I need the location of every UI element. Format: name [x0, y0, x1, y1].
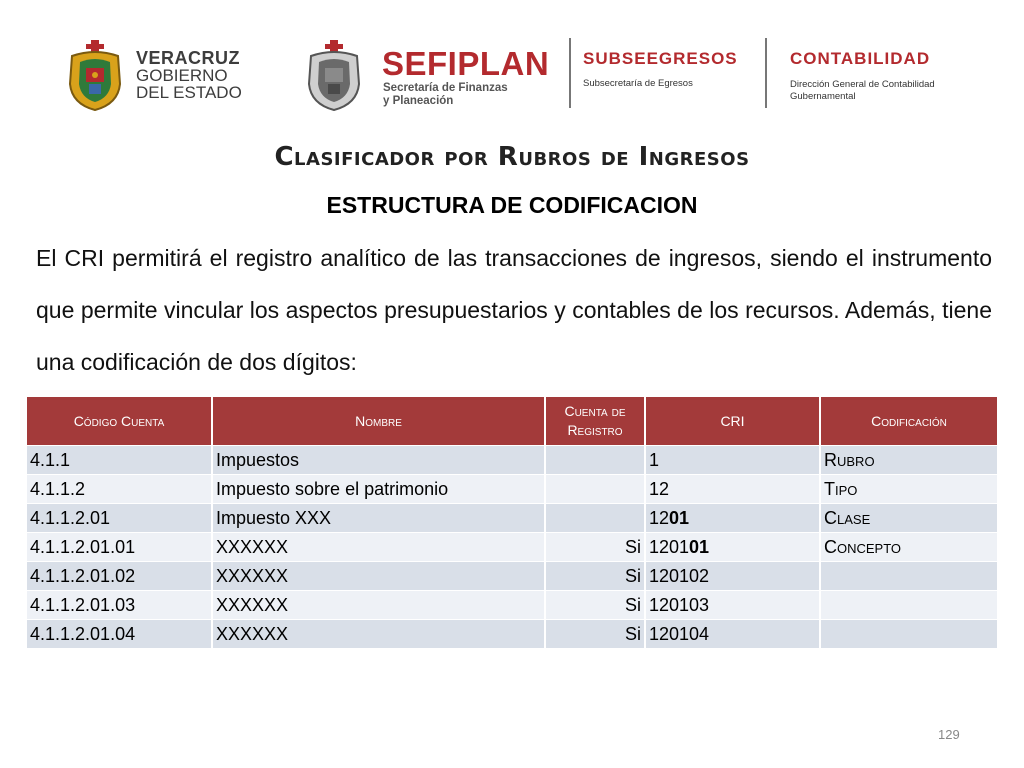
veracruz-line2: GOBIERNO	[136, 66, 228, 85]
contabilidad-desc-line1: Dirección General de Contabilidad	[790, 79, 935, 90]
cell-registro: Si	[545, 620, 645, 649]
cell-registro: Si	[545, 533, 645, 562]
cell-codigo: 4.1.1.2.01	[27, 504, 212, 533]
cell-cri	[645, 475, 820, 504]
veracruz-line1: VERACRUZ	[136, 48, 241, 68]
table-row	[27, 475, 997, 504]
cell-codificacion: Clase	[820, 504, 997, 533]
cell-codificacion: Concepto	[820, 533, 997, 562]
cell-codigo: 4.1.1	[27, 446, 212, 475]
cell-codigo: 4.1.1.2.01.02	[27, 562, 212, 591]
cell-codigo: 4.1.1.2.01.03	[27, 591, 212, 620]
cell-nombre: Impuesto sobre el patrimonio	[212, 475, 545, 504]
cell-codigo: 4.1.1.2.01.01	[27, 533, 212, 562]
table-header-row	[27, 397, 997, 446]
veracruz-wordmark	[136, 49, 242, 101]
cell-nombre: Impuesto XXX	[212, 504, 545, 533]
table-row	[27, 504, 997, 533]
cell-registro	[545, 504, 645, 533]
cell-cri	[645, 446, 820, 475]
cri-bold: 01	[669, 507, 690, 528]
page-number: 129	[938, 727, 960, 742]
cell-cri	[645, 620, 820, 649]
cell-codigo: 4.1.1.2	[27, 475, 212, 504]
cell-nombre: XXXXXX	[212, 591, 545, 620]
cell-cri	[645, 591, 820, 620]
subseegresos-desc: Subsecretaría de Egresos	[583, 78, 693, 89]
col-header-registro: Cuenta de Registro	[545, 397, 645, 446]
cell-nombre: XXXXXX	[212, 562, 545, 591]
intro-paragraph: El CRI permitirá el registro analítico de las transacciones de ingresos, siendo el instrumento que permite vincular los aspectos presupuestarios y contables de los recursos. Además, tiene una codificación de dos dígitos:	[36, 245, 992, 375]
contabilidad-desc-line2: Gubernamental	[790, 91, 856, 102]
cell-cri	[645, 562, 820, 591]
cell-codificacion: Rubro	[820, 446, 997, 475]
sefiplan-subtitle	[383, 82, 508, 108]
cri-plain: 120102	[649, 565, 710, 586]
cri-plain: 120104	[649, 623, 710, 644]
veracruz-seal-icon	[64, 40, 126, 112]
header-divider	[765, 38, 767, 108]
sefiplan-sub-line1: Secretaría de Finanzas	[383, 82, 508, 94]
col-header-codigo: Código Cuenta	[27, 397, 212, 446]
cri-plain: 120103	[649, 594, 710, 615]
cri-bold: 01	[689, 536, 710, 557]
cri-plain: 12	[649, 478, 670, 499]
contabilidad-title: CONTABILIDAD	[790, 49, 931, 68]
sefiplan-wordmark: SEFIPLAN	[382, 45, 550, 82]
cri-table	[27, 397, 997, 648]
col-header-cri: CRI	[645, 397, 820, 446]
cell-codificacion	[820, 620, 997, 649]
header-divider	[569, 38, 571, 108]
cell-registro	[545, 446, 645, 475]
cell-codigo: 4.1.1.2.01.04	[27, 620, 212, 649]
sefiplan-seal-icon	[303, 40, 365, 112]
cell-registro: Si	[545, 591, 645, 620]
cell-nombre: XXXXXX	[212, 620, 545, 649]
veracruz-line3: DEL ESTADO	[136, 83, 242, 102]
cell-registro: Si	[545, 562, 645, 591]
cell-codificacion	[820, 562, 997, 591]
table-row	[27, 533, 997, 562]
logo-header	[0, 0, 1024, 125]
contabilidad-desc	[790, 79, 990, 103]
col-header-nombre: Nombre	[212, 397, 545, 446]
table-row	[27, 591, 997, 620]
cell-nombre: Impuestos	[212, 446, 545, 475]
page-title: Clasificador por Rubros de Ingresos	[274, 142, 750, 172]
cell-nombre: XXXXXX	[212, 533, 545, 562]
table-row	[27, 446, 997, 475]
cell-registro	[545, 475, 645, 504]
col-header-codificacion: Codificación	[820, 397, 997, 446]
cell-cri	[645, 533, 820, 562]
cri-plain: 1	[649, 449, 660, 470]
cri-plain: 12	[649, 507, 670, 528]
cell-cri	[645, 504, 820, 533]
cell-codificacion	[820, 591, 997, 620]
sefiplan-sub-line2: y Planeación	[383, 95, 454, 107]
subseegresos-title: SUBSEEGRESOS	[583, 49, 738, 68]
cell-codificacion: Tipo	[820, 475, 997, 504]
cri-plain: 1201	[649, 536, 690, 557]
table-row	[27, 620, 997, 649]
page-subtitle: ESTRUCTURA DE CODIFICACION	[326, 192, 698, 218]
table-row	[27, 562, 997, 591]
